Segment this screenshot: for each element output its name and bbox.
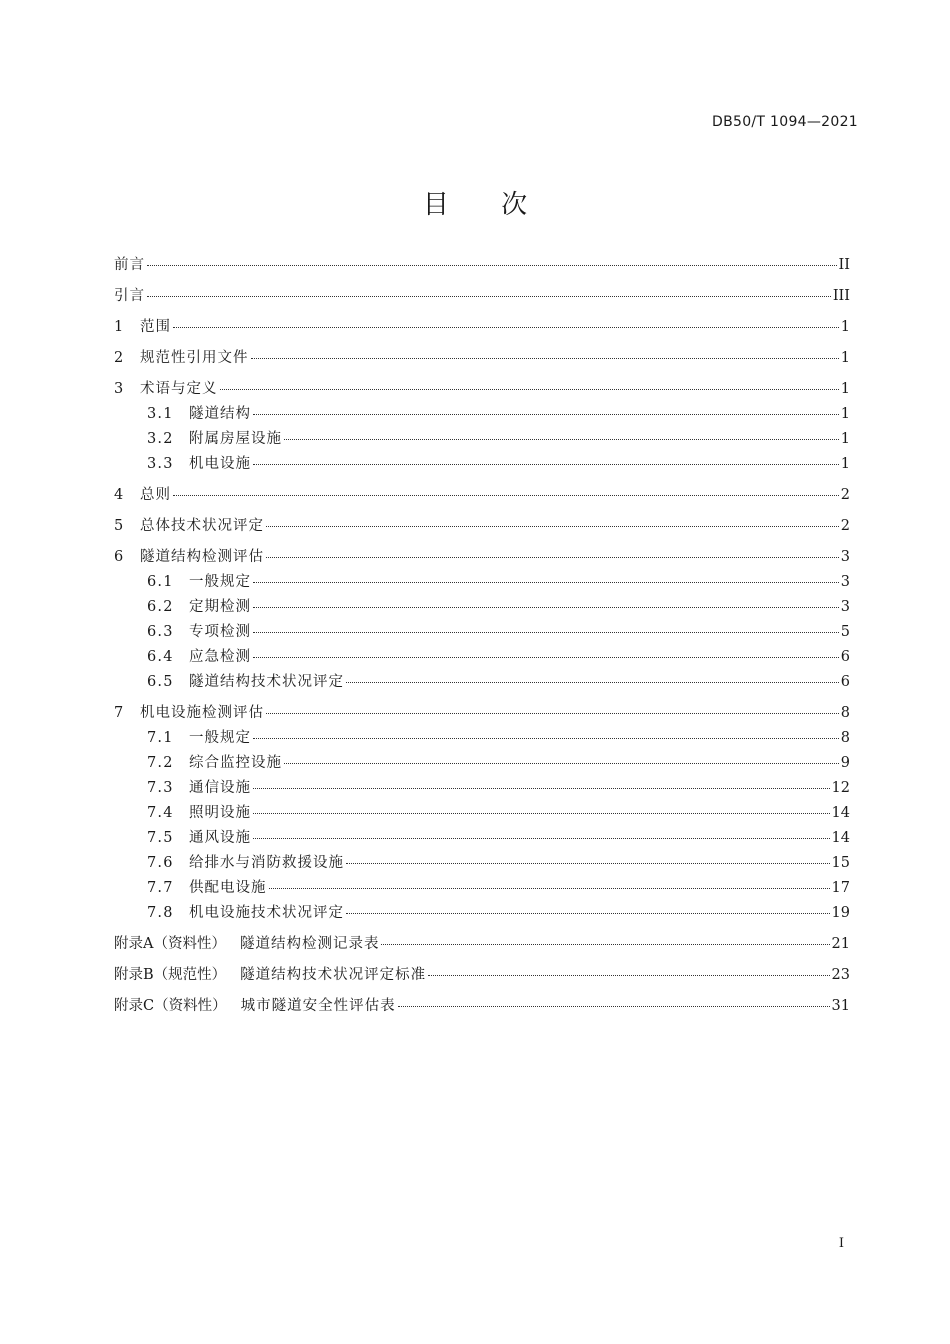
dot-leader [253, 784, 830, 789]
toc-entry-page: 1 [840, 381, 850, 397]
toc-entry-label: 范围 [140, 319, 171, 335]
dot-leader [251, 354, 839, 359]
toc-entry-number: 2 [114, 350, 124, 366]
dot-leader [253, 578, 839, 583]
toc-entry[interactable] [114, 285, 850, 307]
toc-entry-page: 1 [840, 456, 850, 472]
document-code: DB50/T 1094—2021 [712, 114, 858, 130]
toc-entry-label: 隧道结构技术状况评定标准 [240, 967, 427, 983]
toc-entry[interactable] [114, 702, 850, 724]
toc-entry-subsection[interactable] [114, 727, 850, 749]
dot-leader [346, 859, 830, 864]
toc-entry-number: 3.2 [147, 431, 174, 447]
toc-entry-appendix[interactable] [114, 995, 850, 1017]
toc-entry-number: 6.1 [147, 574, 174, 590]
toc-entry-label: 总则 [140, 487, 171, 503]
toc-entry-number: 附录B（规范性） [114, 967, 227, 983]
dot-leader [147, 261, 837, 266]
toc-entry-page: 19 [831, 905, 850, 921]
toc-entry-subsection[interactable] [114, 596, 850, 618]
dot-leader [346, 678, 839, 683]
toc-entry-page: 8 [840, 705, 850, 721]
toc-entry-number: 5 [114, 518, 124, 534]
dot-leader [253, 653, 839, 658]
toc-entry-number: 6.2 [147, 599, 174, 615]
toc-entry[interactable] [114, 316, 850, 338]
dot-leader [346, 909, 830, 914]
toc-entry-subsection[interactable] [114, 852, 850, 874]
toc-entry-label: 附属房屋设施 [189, 431, 282, 447]
dot-leader [173, 491, 839, 496]
page-number: I [838, 1236, 844, 1251]
toc-entry-subsection[interactable] [114, 428, 850, 450]
toc-entry-page: 1 [840, 319, 850, 335]
toc-entry-page: 14 [831, 805, 850, 821]
dot-leader [398, 1002, 830, 1007]
toc-entry-label: 专项检测 [189, 624, 251, 640]
toc-entry-page: 23 [831, 967, 850, 983]
toc-entry-number: 6.3 [147, 624, 174, 640]
dot-leader [220, 385, 839, 390]
toc-entry-appendix[interactable] [114, 933, 850, 955]
toc-entry-number: 3.3 [147, 456, 174, 472]
toc-entry-label: 机电设施 [189, 456, 251, 472]
dot-leader [253, 460, 839, 465]
toc-entry-label: 定期检测 [189, 599, 251, 615]
toc-entry-label: 城市隧道安全性评估表 [240, 998, 396, 1014]
dot-leader [381, 940, 829, 945]
toc-entry-page: 12 [831, 780, 850, 796]
toc-entry-subsection[interactable] [114, 571, 850, 593]
toc-entry-page: III [832, 288, 850, 304]
toc-entry-subsection[interactable] [114, 877, 850, 899]
toc-entry-label: 通风设施 [189, 830, 251, 846]
toc-entry-number: 3 [114, 381, 124, 397]
toc-entry-subsection[interactable] [114, 752, 850, 774]
dot-leader [253, 628, 839, 633]
toc-entry-page: 1 [840, 350, 850, 366]
toc-entry-label: 隧道结构检测评估 [140, 549, 264, 565]
toc-entry-subsection[interactable] [114, 621, 850, 643]
toc-entry-number: 7.6 [147, 855, 174, 871]
dot-leader [253, 834, 830, 839]
toc-entry-label: 隧道结构技术状况评定 [189, 674, 344, 690]
toc-entry-page: 1 [840, 431, 850, 447]
dot-leader [269, 884, 830, 889]
toc-entry-label: 隧道结构检测记录表 [239, 936, 380, 952]
toc-entry-page: 14 [831, 830, 850, 846]
toc-entry-subsection[interactable] [114, 646, 850, 668]
toc-entry-subsection[interactable] [114, 902, 850, 924]
toc-entry-label: 前言 [114, 257, 145, 273]
toc-entry[interactable] [114, 254, 850, 276]
toc-entry-appendix[interactable] [114, 964, 850, 986]
toc-entry-subsection[interactable] [114, 827, 850, 849]
toc-entry-number: 7.3 [147, 780, 174, 796]
toc-entry-number: 7.7 [147, 880, 174, 896]
toc-entry-number: 附录A（资料性） [114, 936, 226, 952]
toc-entry-label: 术语与定义 [140, 381, 218, 397]
toc-entry-page: 8 [840, 730, 850, 746]
toc-entry-label: 照明设施 [189, 805, 251, 821]
toc-entry-label: 隧道结构 [189, 406, 251, 422]
toc-entry-label: 通信设施 [189, 780, 251, 796]
toc-entry-page: 17 [831, 880, 850, 896]
dot-leader [253, 603, 839, 608]
dot-leader [428, 971, 829, 976]
toc-entry-page: 15 [831, 855, 850, 871]
toc-entry-number: 7.5 [147, 830, 174, 846]
toc-entry-page: 6 [840, 649, 850, 665]
toc-entry-label: 应急检测 [189, 649, 251, 665]
dot-leader [253, 410, 839, 415]
toc-entry-number: 7.4 [147, 805, 174, 821]
toc-entry-page: II [838, 257, 850, 273]
dot-leader [266, 709, 839, 714]
toc-entry[interactable] [114, 484, 850, 506]
toc-entry-label: 一般规定 [189, 730, 251, 746]
toc-entry[interactable] [114, 378, 850, 400]
dot-leader [284, 435, 839, 440]
toc-entry-subsection[interactable] [114, 777, 850, 799]
toc-entry-subsection[interactable] [114, 671, 850, 693]
toc-entry-label: 一般规定 [189, 574, 251, 590]
dot-leader [266, 522, 839, 527]
toc-entry-page: 5 [840, 624, 850, 640]
toc-entry[interactable] [114, 546, 850, 568]
toc-entry-number: 4 [114, 487, 124, 503]
toc-entry-number: 附录C（资料性） [114, 998, 227, 1014]
toc-entry-number: 6 [114, 549, 124, 565]
dot-leader [253, 734, 839, 739]
toc-entry-page: 6 [840, 674, 850, 690]
toc-entry-page: 3 [840, 599, 850, 615]
toc-entry-label: 供配电设施 [189, 880, 267, 896]
toc-entry-page: 3 [840, 574, 850, 590]
toc-entry[interactable] [114, 347, 850, 369]
toc-entry-label: 综合监控设施 [189, 755, 282, 771]
dot-leader [266, 553, 839, 558]
toc-entry-number: 7.1 [147, 730, 174, 746]
dot-leader [173, 323, 839, 328]
toc-entry-label: 规范性引用文件 [140, 350, 249, 366]
dot-leader [253, 809, 830, 814]
toc-entry-number: 6.4 [147, 649, 174, 665]
toc-entry-page: 1 [840, 406, 850, 422]
toc-entry-number: 6.5 [147, 674, 174, 690]
toc-entry-label: 给排水与消防救援设施 [189, 855, 344, 871]
dot-leader [147, 292, 831, 297]
toc-entry-number: 7.8 [147, 905, 174, 921]
toc-entry-label: 总体技术状况评定 [140, 518, 264, 534]
toc-entry-page: 2 [840, 518, 850, 534]
toc-entry-page: 3 [840, 549, 850, 565]
toc-entry-subsection[interactable] [114, 453, 850, 475]
toc-entry-number: 7.2 [147, 755, 174, 771]
toc-entry-number: 1 [114, 319, 124, 335]
toc-entry-number: 3.1 [147, 406, 174, 422]
toc-entry-page: 9 [840, 755, 850, 771]
toc-entry-page: 21 [831, 936, 850, 952]
toc-entry-subsection[interactable] [114, 802, 850, 824]
toc-entry-page: 31 [831, 998, 850, 1014]
toc-entry-number: 7 [114, 705, 124, 721]
toc-entry-label: 机电设施检测评估 [140, 705, 264, 721]
toc-entry-label: 引言 [114, 288, 145, 304]
table-of-contents [114, 254, 850, 1017]
toc-entry-subsection[interactable] [114, 403, 850, 425]
page-title: 目 次 [422, 190, 550, 220]
toc-entry-label: 机电设施技术状况评定 [189, 905, 344, 921]
dot-leader [284, 759, 839, 764]
toc-entry[interactable] [114, 515, 850, 537]
toc-entry-page: 2 [840, 487, 850, 503]
